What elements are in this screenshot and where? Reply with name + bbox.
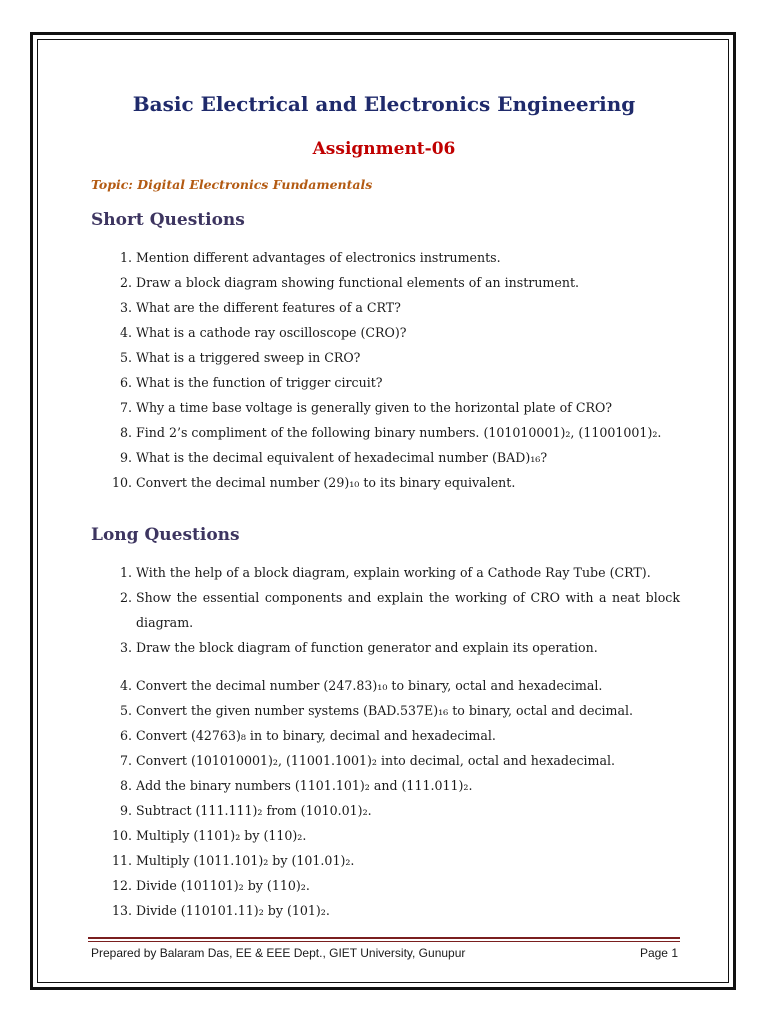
short-question-item: 7. Why a time base voltage is generally given to the horizontal plate of CRO? [119, 400, 613, 415]
long-question-item: 5. Convert the given number systems (BAD.537E)₁₆ to binary, octal and decimal. [119, 703, 634, 718]
short-question-item: 1. Mention different advantages of electronics instruments. [119, 250, 501, 265]
long-question-item: 9. Subtract (111.111)₂ from (1010.01)₂. [119, 803, 372, 818]
footer-rule-thick [88, 937, 680, 939]
assignment-title: Assignment-06 [312, 139, 456, 159]
long-question-item: 10. Multiply (1101)₂ by (110)₂. [111, 828, 307, 843]
short-questions-list [110, 245, 680, 495]
long-question-item: 4. Convert the decimal number (247.83)₁₀ to binary, octal and hexadecimal. [119, 678, 603, 693]
long-question-item: 8. Add the binary numbers (1101.101)₂ and (111.011)₂. [119, 778, 473, 793]
long-question-item: 12. Divide (101101)₂ by (110)₂. [111, 878, 310, 893]
topic-line: Topic: Digital Electronics Fundamentals [91, 177, 373, 192]
short-question-item: 6. What is the function of trigger circuit? [119, 375, 383, 390]
short-question-item: 2. Draw a block diagram showing functional elements of an instrument. [119, 275, 580, 290]
document-title: Basic Electrical and Electronics Engineering [132, 92, 636, 116]
long-question-item: 3. Draw the block diagram of function generator and explain its operation. [119, 640, 598, 655]
short-question-item: 8. Find 2’s compliment of the following binary numbers. (101010001)₂, (11001001)₂. [119, 425, 662, 440]
short-question-item: 5. What is a triggered sweep in CRO? [119, 350, 361, 365]
long-questions-list [110, 560, 680, 660]
long-question-item: 11. Multiply (1011.101)₂ by (101.01)₂. [111, 853, 355, 868]
short-question-item: 9. What is the decimal equivalent of hexadecimal number (BAD)₁₆? [119, 450, 548, 465]
short-question-item: 3. What are the different features of a CRT? [119, 300, 401, 315]
long-question-item: 2. Show the essential components and explain the working of CRO with a neat block diagram. [119, 590, 680, 630]
short-questions-heading: Short Questions [91, 210, 245, 230]
short-question-item: 10. Convert the decimal number (29)₁₀ to its binary equivalent. [111, 475, 516, 490]
long-question-item: 6. Convert (42763)₈ in to binary, decimal and hexadecimal. [119, 728, 496, 743]
short-question-item: 4. What is a cathode ray oscilloscope (CRO)? [119, 325, 407, 340]
long-questions-list-cont [110, 673, 680, 923]
long-question-item: 13. Divide (110101.11)₂ by (101)₂. [111, 903, 330, 918]
long-question-item: 7. Convert (101010001)₂, (11001.1001)₂ into decimal, octal and hexadecimal. [119, 753, 616, 768]
footer-credit: Prepared by Balaram Das, EE & EEE Dept., GIET University, Gunupur [91, 946, 466, 960]
long-question-item: 1. With the help of a block diagram, explain working of a Cathode Ray Tube (CRT). [119, 565, 651, 580]
long-questions-heading: Long Questions [91, 525, 240, 545]
page-number: Page 1 [639, 946, 678, 960]
footer-rule-thin [88, 941, 680, 942]
